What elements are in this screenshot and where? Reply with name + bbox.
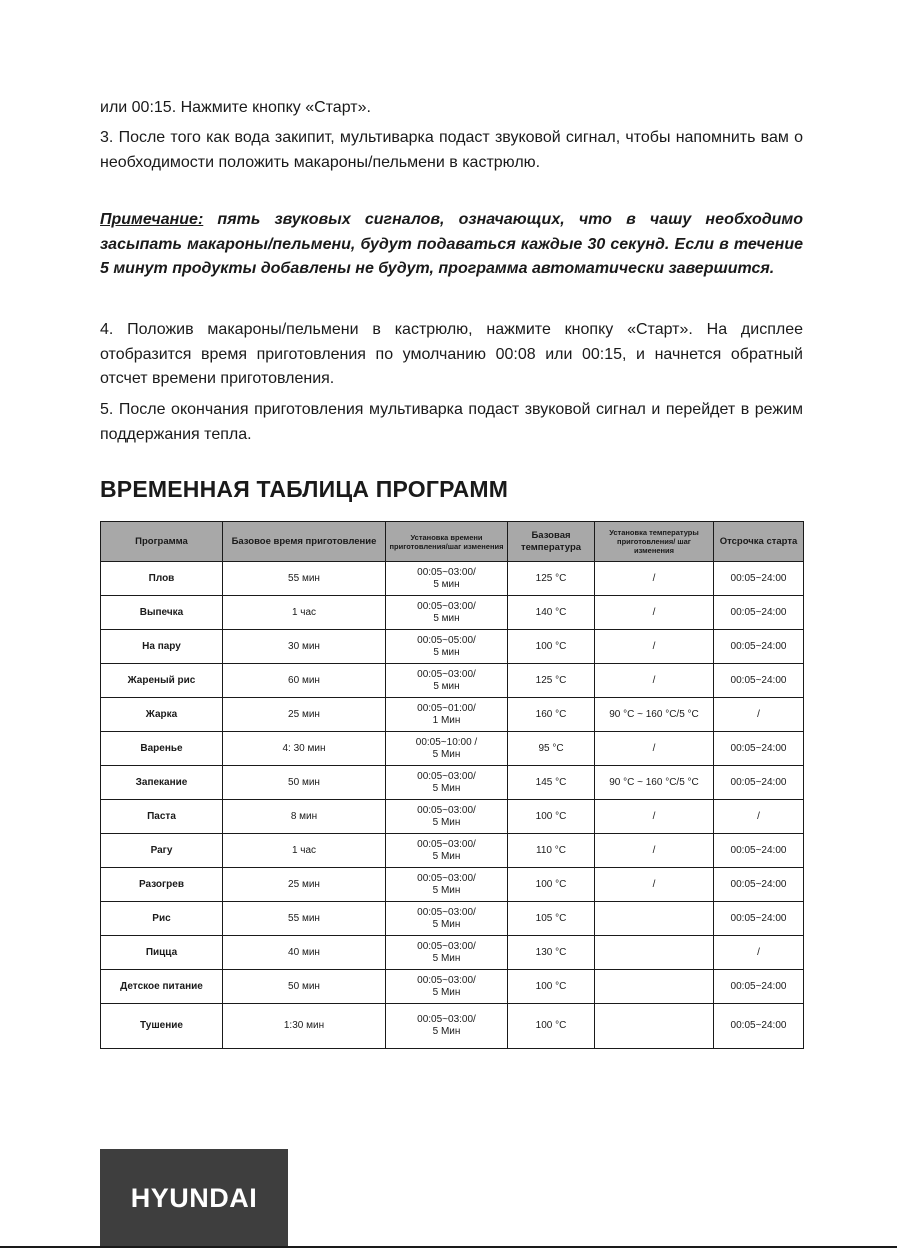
table-row: [101, 698, 804, 732]
table-row: [101, 834, 804, 868]
base-temperature-cell: 160 °C: [508, 698, 595, 732]
base-time-cell: 60 мин: [223, 664, 386, 698]
table-row: [101, 970, 804, 1004]
header-delay-start: Отсрочка старта: [714, 522, 804, 562]
program-name-cell: На пару: [101, 630, 223, 664]
note-text: пять звуковых сигналов, означающих, что в чашу необходимо засыпать макароны/пельмени, будут подаваться каждые 30 секунд. Если в течение 5 минут продукты добавлены не будут, программа автоматически завершится.: [100, 211, 803, 277]
temperature-setting-cell: [595, 970, 714, 1004]
program-name-cell: Жареный рис: [101, 664, 223, 698]
base-time-cell: 8 мин: [223, 800, 386, 834]
program-name-cell: Варенье: [101, 732, 223, 766]
temperature-setting-cell: /: [595, 562, 714, 596]
temperature-setting-cell: /: [595, 596, 714, 630]
temperature-setting-cell: /: [595, 732, 714, 766]
table-body: [101, 562, 804, 1049]
program-name-cell: Плов: [101, 562, 223, 596]
base-temperature-cell: 100 °C: [508, 1004, 595, 1049]
base-time-cell: 50 мин: [223, 766, 386, 800]
paragraph-step5: 5. После окончания приготовления мультиварка подаст звуковой сигнал и перейдет в режим поддержания тепла.: [100, 401, 803, 443]
base-temperature-cell: 100 °C: [508, 800, 595, 834]
delay-start-cell: 00:05~24:00: [714, 868, 804, 902]
temperature-setting-cell: /: [595, 630, 714, 664]
table-header-row: [101, 522, 804, 562]
temperature-setting-cell: [595, 936, 714, 970]
time-setting-cell: 00:05~03:00/ 5 мин: [386, 596, 508, 630]
hyundai-logo: [100, 1149, 288, 1248]
time-setting-cell: 00:05~03:00/ 5 Мин: [386, 1004, 508, 1049]
time-setting-cell: 00:05~05:00/ 5 мин: [386, 630, 508, 664]
note-paragraph: [100, 208, 803, 282]
table-row: [101, 630, 804, 664]
base-temperature-cell: 130 °C: [508, 936, 595, 970]
delay-start-cell: 00:05~24:00: [714, 630, 804, 664]
program-name-cell: Рагу: [101, 834, 223, 868]
table-row: [101, 1004, 804, 1049]
base-time-cell: 1 час: [223, 596, 386, 630]
delay-start-cell: 00:05~24:00: [714, 596, 804, 630]
time-setting-cell: 00:05~10:00 / 5 Мин: [386, 732, 508, 766]
table-row: [101, 902, 804, 936]
base-temperature-cell: 110 °C: [508, 834, 595, 868]
time-setting-cell: 00:05~03:00/ 5 мин: [386, 562, 508, 596]
logo-text: HYUNDAI: [130, 1183, 258, 1213]
base-time-cell: 4: 30 мин: [223, 732, 386, 766]
time-setting-cell: 00:05~03:00/ 5 мин: [386, 664, 508, 698]
base-temperature-cell: 100 °C: [508, 630, 595, 664]
base-time-cell: 50 мин: [223, 970, 386, 1004]
delay-start-cell: /: [714, 698, 804, 732]
delay-start-cell: 00:05~24:00: [714, 902, 804, 936]
note-label: Примечание:: [100, 211, 204, 228]
program-name-cell: Паста: [101, 800, 223, 834]
base-time-cell: 25 мин: [223, 698, 386, 732]
base-time-cell: 1 час: [223, 834, 386, 868]
base-temperature-cell: 105 °C: [508, 902, 595, 936]
section-title: ВРЕМЕННАЯ ТАБЛИЦА ПРОГРАММ: [100, 476, 509, 502]
table-row: [101, 868, 804, 902]
temperature-setting-cell: /: [595, 664, 714, 698]
base-temperature-cell: 145 °C: [508, 766, 595, 800]
temperature-setting-cell: 90 °C ~ 160 °C/5 °C: [595, 698, 714, 732]
delay-start-cell: /: [714, 936, 804, 970]
temperature-setting-cell: /: [595, 834, 714, 868]
time-setting-cell: 00:05~01:00/ 1 Мин: [386, 698, 508, 732]
paragraph-step3: 3. После того как вода закипит, мультиварка подаст звуковой сигнал, чтобы напомнить вам о необходимости положить макароны/пельмени в кастрюлю.: [100, 129, 803, 171]
table-row: [101, 562, 804, 596]
paragraph-step4: 4. Положив макароны/пельмени в кастрюлю, нажмите кнопку «Старт». На дисплее отобразится время приготовления по умолчанию 00:08 или 00:15, и начнется обратный отсчет времени приготовления.: [100, 321, 803, 387]
delay-start-cell: 00:05~24:00: [714, 732, 804, 766]
program-name-cell: Разогрев: [101, 868, 223, 902]
temperature-setting-cell: /: [595, 868, 714, 902]
program-name-cell: Рис: [101, 902, 223, 936]
time-setting-cell: 00:05~03:00/ 5 Мин: [386, 902, 508, 936]
delay-start-cell: 00:05~24:00: [714, 834, 804, 868]
header-program: Программа: [101, 522, 223, 562]
delay-start-cell: 00:05~24:00: [714, 970, 804, 1004]
program-name-cell: Выпечка: [101, 596, 223, 630]
base-time-cell: 25 мин: [223, 868, 386, 902]
delay-start-cell: 00:05~24:00: [714, 664, 804, 698]
base-time-cell: 55 мин: [223, 902, 386, 936]
delay-start-cell: 00:05~24:00: [714, 1004, 804, 1049]
table-row: [101, 732, 804, 766]
temperature-setting-cell: 90 °C ~ 160 °C/5 °C: [595, 766, 714, 800]
temperature-setting-cell: [595, 902, 714, 936]
time-setting-cell: 00:05~03:00/ 5 Мин: [386, 936, 508, 970]
base-temperature-cell: 95 °C: [508, 732, 595, 766]
time-setting-cell: 00:05~03:00/ 5 Мин: [386, 766, 508, 800]
program-time-table: [100, 521, 804, 1049]
table-row: [101, 766, 804, 800]
delay-start-cell: 00:05~24:00: [714, 766, 804, 800]
temperature-setting-cell: [595, 1004, 714, 1049]
table-row: [101, 800, 804, 834]
header-temperature-setting: Установка температуры приготовления/ шаг изменения: [595, 522, 714, 562]
header-time-setting: Установка времени приготовления/шаг изменения: [386, 522, 508, 562]
base-time-cell: 30 мин: [223, 630, 386, 664]
time-setting-cell: 00:05~03:00/ 5 Мин: [386, 868, 508, 902]
temperature-setting-cell: /: [595, 800, 714, 834]
base-temperature-cell: 125 °C: [508, 562, 595, 596]
paragraph-step2-end: или 00:15. Нажмите кнопку «Старт».: [100, 99, 371, 116]
table-row: [101, 664, 804, 698]
time-setting-cell: 00:05~03:00/ 5 Мин: [386, 800, 508, 834]
table-row: [101, 596, 804, 630]
time-setting-cell: 00:05~03:00/ 5 Мин: [386, 834, 508, 868]
program-name-cell: Тушение: [101, 1004, 223, 1049]
base-time-cell: 40 мин: [223, 936, 386, 970]
base-temperature-cell: 100 °C: [508, 970, 595, 1004]
base-time-cell: 55 мин: [223, 562, 386, 596]
time-setting-cell: 00:05~03:00/ 5 Мин: [386, 970, 508, 1004]
delay-start-cell: 00:05~24:00: [714, 562, 804, 596]
base-temperature-cell: 125 °C: [508, 664, 595, 698]
header-base-time: Базовое время приготовление: [223, 522, 386, 562]
table-row: [101, 936, 804, 970]
base-temperature-cell: 100 °C: [508, 868, 595, 902]
program-name-cell: Запекание: [101, 766, 223, 800]
program-name-cell: Детское питание: [101, 970, 223, 1004]
base-temperature-cell: 140 °C: [508, 596, 595, 630]
delay-start-cell: /: [714, 800, 804, 834]
program-name-cell: Жарка: [101, 698, 223, 732]
header-base-temperature: Базовая температура: [508, 522, 595, 562]
program-name-cell: Пицца: [101, 936, 223, 970]
base-time-cell: 1:30 мин: [223, 1004, 386, 1049]
